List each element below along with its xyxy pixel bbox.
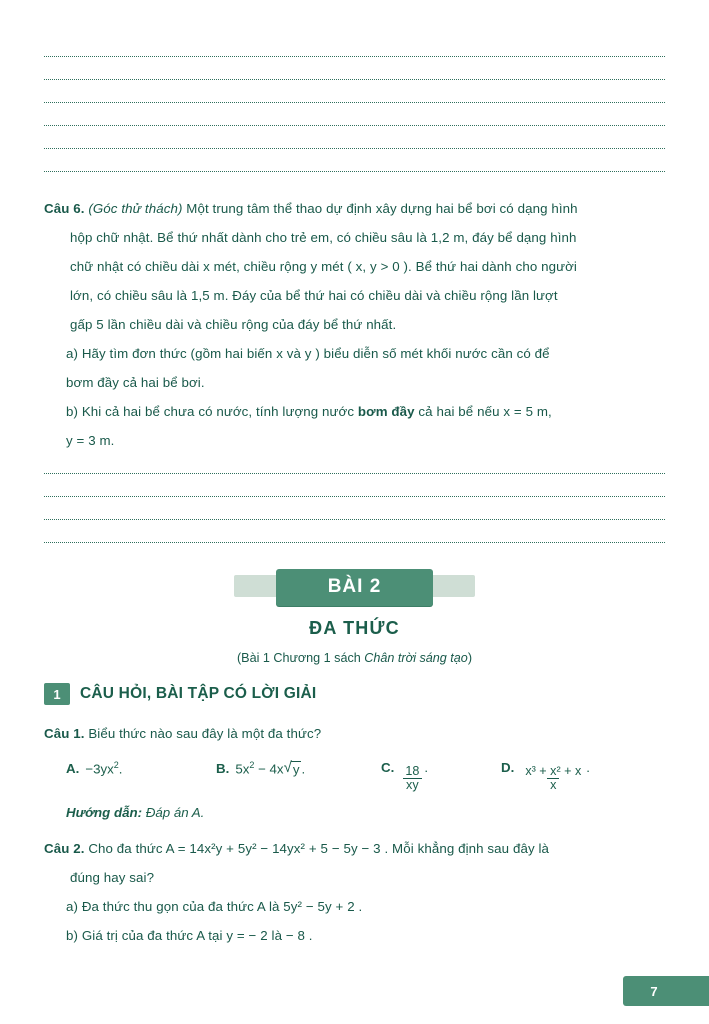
answer-line[interactable] (44, 519, 665, 520)
choice-c-denominator: xy (403, 778, 422, 792)
choice-a-exponent: 2 (113, 760, 119, 770)
answer-line[interactable] (44, 542, 665, 543)
lesson-source-post: ) (467, 651, 473, 665)
choice-d-tail: . (586, 760, 590, 775)
choice-b[interactable] (216, 760, 381, 777)
question-2-label: Câu 2. (44, 841, 85, 857)
question-6-part-b-pre: b) Khi cả hai bể chưa có nước, tính lượng nước (66, 404, 358, 419)
answer-line[interactable] (44, 496, 665, 497)
question-6 (44, 194, 665, 455)
question-1-prompt (44, 719, 665, 748)
question-6-part-b-emphasis: bơm đầy (357, 404, 415, 419)
section-title: CÂU HỎI, BÀI TẬP CÓ LỜI GIẢI (80, 685, 317, 702)
choice-b-label: B. (216, 761, 230, 777)
choice-a-label: A. (66, 761, 80, 777)
question-2-text: Cho đa thức A = 14x²y + 5y² − 14yx² + 5 − 5y − 3 . Mỗi khẳng định sau đây là (88, 841, 550, 857)
lesson-source-book: Chân trời sáng tạo (364, 651, 468, 665)
question-6-line-4: lớn, có chiều sâu là 1,5 m. Đáy của bể thứ hai có chiều dài và chiều rộng lần lượt (70, 288, 558, 303)
choice-c-tail: . (424, 760, 429, 775)
choice-c-fraction (402, 765, 422, 792)
page-number-value: 7 (650, 983, 658, 999)
question-2-part-a: a) Đa thức thu gọn của đa thức A là 5y² − 5y + 2 . (66, 899, 363, 915)
question-6-label: Câu 6. (44, 201, 85, 216)
answer-line[interactable] (44, 171, 665, 172)
answer-line[interactable] (44, 148, 665, 149)
question-1-text: Biểu thức nào sau đây là một đa thức? (88, 726, 322, 741)
question-6-line-1: Một trung tâm thể thao dự định xây dựng hai bể bơi có dạng hình (186, 201, 578, 216)
answer-line[interactable] (44, 102, 665, 103)
answer-line[interactable] (44, 79, 665, 80)
question-6-part-a-line-1: a) Hãy tìm đơn thức (gồm hai biến x và y ) biểu diễn số mét khối nước cần có để (66, 346, 550, 361)
lesson-source (44, 651, 665, 665)
answer-line[interactable] (44, 125, 665, 126)
question-6-line-2: hộp chữ nhật. Bể thứ nhất dành cho trẻ em, có chiều sâu là 1,2 m, đáy bể dạng hình (70, 230, 577, 245)
choice-d-fraction (522, 765, 584, 792)
lesson-banner (44, 569, 665, 606)
question-1-hint-text: Đáp án A. (142, 805, 205, 821)
question-6-tag: (Góc thử thách) (88, 201, 183, 216)
question-1 (44, 719, 665, 820)
choice-c-numerator: 18 (405, 764, 420, 778)
question-1-label: Câu 1. (44, 726, 85, 741)
choice-c[interactable] (381, 760, 501, 793)
question-2-line-2: đúng hay sai? (70, 870, 155, 886)
section-heading (44, 683, 665, 705)
question-1-hint-label: Hướng dẫn: (66, 805, 143, 821)
choice-a-expression: $-3yx^2$. (85, 760, 123, 777)
question-6-part-a-line-2: bơm đầy cả hai bể bơi. (66, 375, 205, 390)
answer-lines-top (44, 56, 665, 172)
question-6-part-b-line-2: y = 3 m. (66, 433, 115, 448)
lesson-subtitle: ĐA THỨC (309, 618, 400, 638)
choice-d-numerator: x³ + x² + x (525, 764, 582, 778)
answer-line[interactable] (44, 473, 665, 474)
question-2-line-1 (44, 834, 665, 863)
question-6-first-line (44, 194, 665, 223)
choice-d-denominator: x (547, 778, 559, 792)
question-6-part-b-post: cả hai bể nếu x = 5 m, (414, 404, 552, 419)
answer-lines-mid (44, 473, 665, 543)
question-6-part-b-line-1 (44, 397, 665, 426)
question-6-line-3: chữ nhật có chiều dài x mét, chiều rộng y mét ( x, y > 0 ). Bể thứ hai dành cho người (70, 259, 577, 274)
question-2-part-b: b) Giá trị của đa thức A tại y = − 2 là − 8 . (66, 928, 313, 944)
choice-d-label: D. (501, 760, 515, 775)
lesson-source-pre: (Bài 1 Chương 1 sách (236, 651, 365, 665)
section-number-badge: 1 (44, 683, 70, 705)
choice-a[interactable] (66, 760, 216, 776)
answer-line[interactable] (44, 56, 665, 57)
choice-c-label: C. (381, 760, 395, 775)
question-1-hint (44, 805, 665, 820)
choice-b-exponent: 2 (249, 760, 255, 770)
lesson-banner-title: BÀI 2 (276, 569, 434, 606)
choice-d[interactable] (501, 760, 641, 793)
sqrt-icon: √ y (283, 759, 300, 778)
page-number (623, 976, 709, 1006)
question-1-choices (44, 759, 665, 793)
question-2 (44, 834, 665, 950)
choice-b-expression: $5x^2 - 4x$ √ y . (235, 759, 306, 778)
question-6-line-5: gấp 5 lần chiều dài và chiều rộng của đáy bể thứ nhất. (70, 317, 397, 332)
